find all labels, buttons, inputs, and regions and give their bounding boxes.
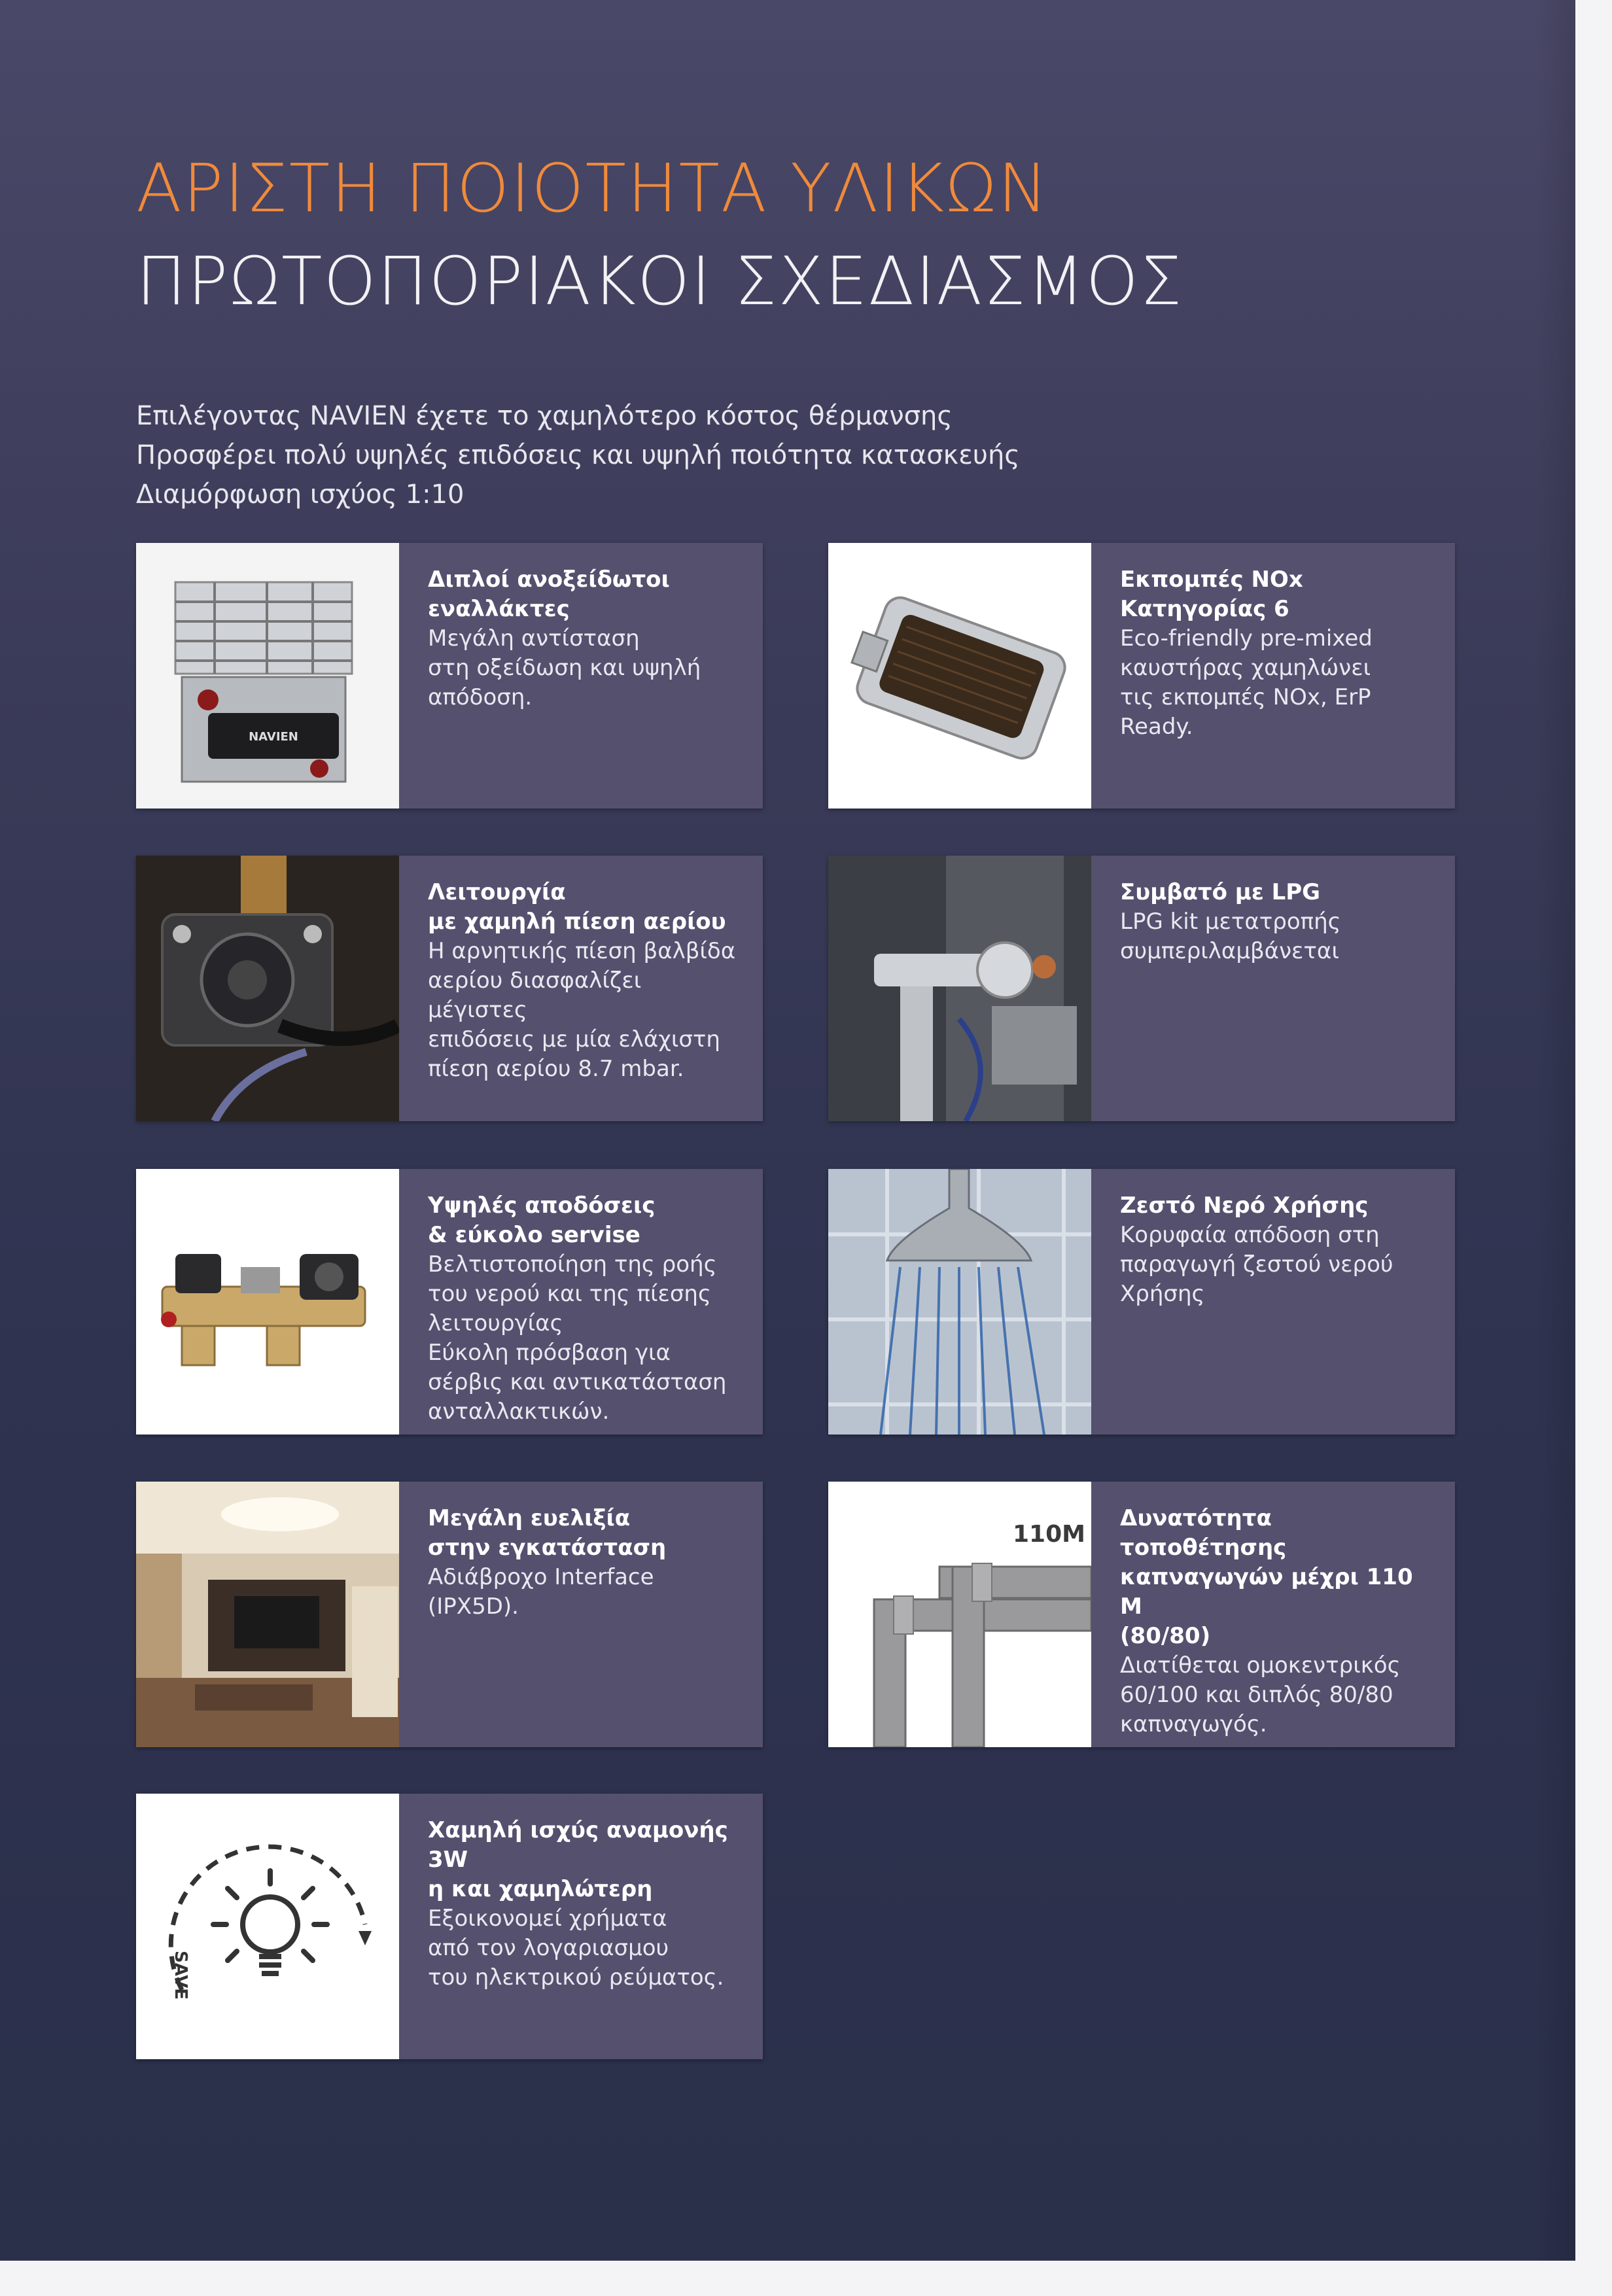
intro-line: Επιλέγοντας NAVIEN έχετε το χαμηλότερο κόστος θέρμανσης <box>136 401 953 431</box>
feature-title: με χαμηλή πίεση αερίου <box>428 909 726 935</box>
feature-title: Εκπομπές NOx <box>1120 566 1303 593</box>
feature-body: στη οξείδωση και υψηλή <box>428 655 701 681</box>
feature-title: Κατηγορίας 6 <box>1120 596 1289 622</box>
feature-title: (80/80) <box>1120 1623 1211 1649</box>
burner-icon <box>828 543 1091 809</box>
feature-body: Αδιάβροχο Interface <box>428 1564 654 1590</box>
feature-body: τις εκπομπές NOx, ErP <box>1120 684 1371 710</box>
flue-length-label: 110M <box>1013 1521 1085 1548</box>
feature-body: (IPX5D). <box>428 1593 519 1620</box>
feature-body: 60/100 και διπλός 80/80 <box>1120 1682 1393 1708</box>
save-label: SAVE <box>171 1951 190 2000</box>
feature-title: & εύκολο servise <box>428 1222 640 1248</box>
title-line-1: ΑΡΙΣΤΗ ΠΟΙΟΤΗΤΑ ΥΛΙΚΩΝ <box>136 150 1049 228</box>
feature-body: Ready. <box>1120 714 1193 740</box>
lightbulb-save-icon <box>136 1794 399 2059</box>
flue-pipe-icon <box>828 1482 1091 1747</box>
intro-text <box>136 396 1183 514</box>
feature-title: στην εγκατάσταση <box>428 1535 667 1561</box>
feature-title: Δυνατότητα τοποθέτησης <box>1120 1505 1287 1561</box>
feature-card-nox-emissions <box>828 543 1455 809</box>
feature-card-standby-power <box>136 1794 763 2059</box>
heat-exchanger-icon <box>136 543 399 809</box>
feature-body: επιδόσεις με μία ελάχιστη <box>428 1026 720 1052</box>
feature-body: από τον λογαριασμου <box>428 1935 669 1961</box>
feature-body: Η αρνητικής πίεση βαλβίδα <box>428 938 736 964</box>
feature-title: καπναγωγών μέχρι 110 Μ <box>1120 1564 1413 1620</box>
intro-line: Διαμόρφωση ισχύος 1:10 <box>136 479 464 510</box>
feature-card-lpg <box>828 856 1455 1121</box>
feature-card-hot-water <box>828 1169 1455 1435</box>
feature-body: σέρβις και αντικατάσταση <box>428 1369 727 1395</box>
feature-title: Χαμηλή ισχύς αναμονής 3W <box>428 1817 728 1873</box>
feature-card-high-efficiency <box>136 1169 763 1435</box>
feature-body: Κορυφαία απόδοση στη <box>1120 1222 1380 1248</box>
feature-title: Διπλοί ανοξείδωτοι <box>428 566 670 593</box>
feature-body: καπναγωγός. <box>1120 1711 1267 1737</box>
feature-card-installation-flexibility <box>136 1482 763 1747</box>
title-line-2: ΠΡΩΤΟΠΟΡΙΑΚΟΙ ΣΧΕΔΙΑΣΜΟΣ <box>136 243 1183 321</box>
feature-body: Βελτιστοποίηση της ροής <box>428 1251 717 1278</box>
feature-title: Ζεστό Νερό Χρήσης <box>1120 1192 1369 1219</box>
shower-icon <box>828 1169 1091 1435</box>
feature-body: παραγωγή ζεστού νερού <box>1120 1251 1393 1278</box>
feature-body: πίεση αερίου 8.7 mbar. <box>428 1056 684 1082</box>
feature-title: Συμβατό με LPG <box>1120 879 1321 905</box>
navien-logo: NAVIEN <box>249 730 298 744</box>
feature-body: Μεγάλη αντίσταση <box>428 625 640 652</box>
gas-valve-icon <box>136 856 399 1121</box>
feature-body: Χρήσης <box>1120 1281 1205 1307</box>
feature-body: λειτουργίας <box>428 1310 563 1336</box>
feature-title: Μεγάλη ευελιξία <box>428 1505 631 1531</box>
hydraulic-unit-icon <box>136 1169 399 1435</box>
feature-card-flue-length <box>828 1482 1455 1747</box>
feature-card-low-gas-pressure <box>136 856 763 1121</box>
feature-title: Υψηλές αποδόσεις <box>428 1192 656 1219</box>
feature-body: Εξοικονομεί χρήματα <box>428 1905 667 1932</box>
feature-body: του νερού και της πίεσης <box>428 1281 711 1307</box>
intro-line: Προσφέρει πολύ υψηλές επιδόσεις και υψηλή ποιότητα κατασκευής <box>136 440 1020 470</box>
feature-body: του ηλεκτρικού ρεύματος. <box>428 1964 724 1991</box>
feature-body: Eco-friendly pre-mixed <box>1120 625 1373 652</box>
feature-title: εναλλάκτες <box>428 596 570 622</box>
feature-body: Εύκολη πρόσβαση για <box>428 1340 671 1366</box>
feature-body: ανταλλακτικών. <box>428 1399 610 1425</box>
feature-body: αερίου διασφαλίζει μέγιστες <box>428 967 642 1023</box>
feature-card-stainless-exchangers <box>136 543 763 809</box>
feature-body: Διατίθεται ομοκεντρικός <box>1120 1652 1401 1679</box>
feature-title: Λειτουργία <box>428 879 566 905</box>
living-room-icon <box>136 1482 399 1747</box>
feature-body: LPG kit μετατροπής <box>1120 909 1341 935</box>
feature-body: συμπεριλαμβάνεται <box>1120 938 1339 964</box>
lpg-kit-icon <box>828 856 1091 1121</box>
feature-body: καυστήρας χαμηλώνει <box>1120 655 1371 681</box>
feature-body: απόδοση. <box>428 684 533 710</box>
feature-title: η και χαμηλώτερη <box>428 1876 653 1902</box>
